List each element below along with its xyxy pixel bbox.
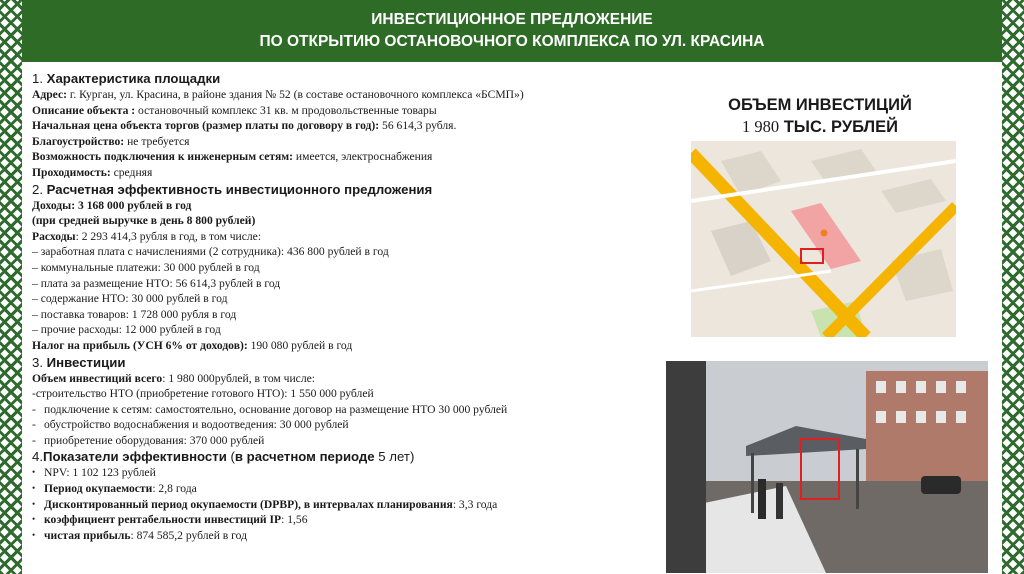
list-item: - приобретение оборудования: 370 000 рублей: [32, 433, 652, 449]
list-item: • Период окупаемости: 2,8 года: [32, 481, 652, 497]
header-title-line2: ПО ОТКРЫТИЮ ОСТАНОВОЧНОГО КОМПЛЕКСА ПО УЛ. КРАСИНА: [259, 33, 765, 50]
photo-graphic: [666, 361, 988, 573]
investment-items: [32, 402, 652, 449]
page-header: [22, 0, 1002, 62]
price-row: Начальная цена объекта торгов (размер платы по договору в год): 56 614,3 рубля.: [32, 119, 457, 133]
list-item: • Дисконтированный период окупаемости (DPBP), в интервалах планирования: 3,3 года: [32, 497, 652, 513]
address-row: Адрес: г. Курган, ул. Красина, в районе здания № 52 (в составе остановочного комплекса «БСМП»): [32, 88, 524, 101]
investment-total-row: Объем инвестиций всего: 1 980 000рублей, в том числе:: [32, 371, 315, 385]
investment-volume-amount: 1 980 ТЫС. РУБЛЕЙ: [742, 117, 898, 136]
list-item: - обустройство водоснабжения и водоотведения: 30 000 рублей: [32, 417, 652, 433]
expense-item: – плата за размещение НТО: 56 614,3 рублей в год: [32, 276, 281, 290]
section4-heading: 4.Показатели эффективности (в расчетном периоде 5 лет): [32, 449, 415, 465]
header-title-line1: ИНВЕСТИЦИОННОЕ ПРЕДЛОЖЕНИЕ: [371, 11, 653, 28]
expense-item: – содержание НТО: 30 000 рублей в год: [32, 292, 228, 306]
map-pin-icon: [821, 230, 828, 237]
investment-volume-label: ОБЪЕМ ИНВЕСТИЦИЙ: [728, 96, 912, 114]
average-revenue-row: (при средней выручке в день 8 800 рублей): [32, 214, 256, 228]
ornament-border-right: [1002, 0, 1024, 574]
traffic-row: Проходимость: средняя: [32, 165, 153, 179]
photo-building-left: [666, 361, 706, 573]
offer-details: [32, 70, 652, 543]
investment-volume-title: [690, 94, 950, 138]
photo-car: [921, 476, 961, 494]
map-graphic: [691, 141, 956, 337]
expense-item: – коммунальные платежи: 30 000 рублей в год: [32, 260, 260, 274]
income-row: Доходы: 3 168 000 рублей в год: [32, 198, 192, 212]
list-item: • чистая прибыль: 874 585,2 рублей в год: [32, 528, 652, 544]
photo-pedestrian: [776, 483, 783, 519]
description-row: Описание объекта : остановочный комплекс 31 кв. м продовольственные товары: [32, 103, 437, 117]
connection-row: Возможность подключения к инженерным сетям: имеется, электроснабжения: [32, 150, 433, 164]
location-map: [691, 141, 956, 337]
section1-heading: 1. Характеристика площадки: [32, 71, 221, 86]
expense-item: – поставка товаров: 1 728 000 рубля в год: [32, 307, 237, 321]
section3-heading: 3. Инвестиции: [32, 354, 126, 370]
expense-item: – заработная плата с начислениями (2 сотрудника): 436 800 рублей в год: [32, 245, 389, 259]
expense-item: – прочие расходы: 12 000 рублей в год: [32, 323, 221, 337]
ornament-border-left: [0, 0, 22, 574]
list-item: • NPV: 1 102 123 рублей: [32, 465, 652, 481]
section2-heading: 2. Расчетная эффективность инвестиционного предложения: [32, 181, 433, 197]
expenses-row: Расходы: 2 293 414,3 рубля в год, в том числе:: [32, 229, 262, 243]
tax-row: Налог на прибыль (УСН 6% от доходов): 190 080 рублей в год: [32, 338, 353, 352]
construction-row: -строительство НТО (приобретение готового НТО): 1 550 000 рублей: [32, 387, 374, 401]
list-item: • коэффициент рентабельности инвестиций IP: 1,56: [32, 512, 652, 528]
bus-stop-photo: [666, 361, 988, 573]
photo-pedestrian: [758, 479, 766, 519]
list-item: - подключение к сетям: самостоятельно, основание договор на размещение НТО 30 000 рублей: [32, 402, 652, 418]
efficiency-items: [32, 465, 652, 543]
improvement-row: Благоустройство: не требуется: [32, 134, 190, 148]
